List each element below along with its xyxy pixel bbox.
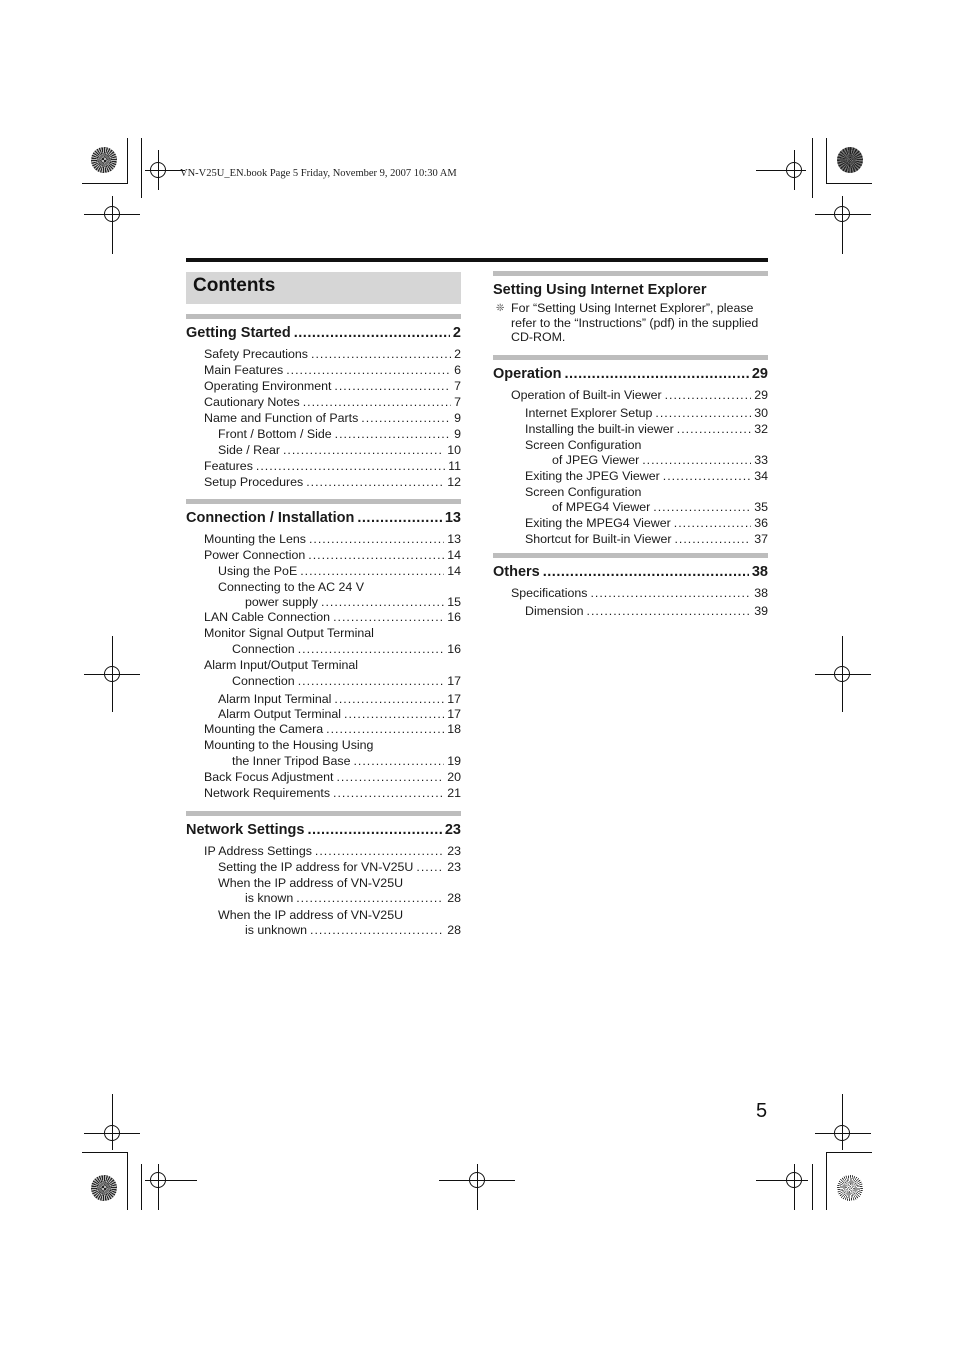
toc-entry[interactable]: Mounting to the Housing Using the Inner Tripod Base ..... 19 <box>186 737 461 769</box>
toc-entry[interactable]: Screen Configuration of JPEG Viewer ..... 33 <box>493 437 768 468</box>
contents-title-box <box>186 272 461 304</box>
toc-entry[interactable]: Network Requirements ..... 21 <box>186 785 461 801</box>
toc-entry[interactable]: Name and Function of Parts ..... 9 <box>186 410 461 426</box>
toc-entry[interactable]: Specifications ..... 38 <box>493 585 768 601</box>
toc-entry[interactable]: Setting the IP address for VN-V25U ..... 23 <box>186 859 461 875</box>
toc-entry[interactable]: Installing the built-in viewer ..... 32 <box>493 421 768 437</box>
toc-entry[interactable]: Dimension ..... 39 <box>493 603 768 619</box>
section-divider <box>186 811 461 816</box>
toc-entry[interactable]: Alarm Input/Output Terminal Connection ..... 17 <box>186 657 461 689</box>
toc-note: ❊ For “Setting Using Internet Explorer”, please refer to the “Instructions” (pdf) in the supplied CD-ROM. <box>496 301 759 344</box>
toc-section-connection-installation <box>186 499 461 801</box>
page-title: Contents <box>193 275 276 296</box>
toc-section-heading[interactable]: Others ..... 38 <box>493 561 768 583</box>
toc-section-heading[interactable]: Connection / Installation ..... 13 <box>186 507 461 529</box>
toc-entry[interactable]: Internet Explorer Setup ..... 30 <box>493 405 768 421</box>
toc-entry[interactable]: Connecting to the AC 24 V power supply ..... 15 <box>186 579 461 609</box>
toc-section-heading[interactable]: Setting Using Internet Explorer <box>493 282 707 298</box>
top-rule <box>186 258 768 262</box>
toc-entry[interactable]: When the IP address of VN-V25U is unknown ..... 28 <box>186 907 461 937</box>
toc-section-others <box>493 553 768 619</box>
toc-entry[interactable]: Cautionary Notes ..... 7 <box>186 394 461 410</box>
section-divider <box>493 553 768 558</box>
toc-section-heading[interactable]: Operation ..... 29 <box>493 363 768 385</box>
toc-entry[interactable]: Setup Procedures ..... 12 <box>186 474 461 490</box>
toc-section-network-settings <box>186 811 461 937</box>
note-mark-icon: ❊ <box>496 303 505 314</box>
toc-entry[interactable]: When the IP address of VN-V25U is known ..... 28 <box>186 875 461 905</box>
toc-entry[interactable]: Alarm Output Terminal ..... 17 <box>186 707 461 721</box>
toc-entry[interactable]: LAN Cable Connection ..... 16 <box>186 609 461 625</box>
section-divider <box>493 271 768 276</box>
section-divider <box>493 355 768 360</box>
toc-entry[interactable]: Features ..... 11 <box>186 458 461 474</box>
toc-section-getting-started <box>186 314 461 490</box>
toc-entry[interactable]: Alarm Input Terminal ..... 17 <box>186 691 461 707</box>
toc-entry[interactable]: Mounting the Lens ..... 13 <box>186 531 461 547</box>
section-divider <box>186 499 461 504</box>
section-divider <box>186 314 461 319</box>
registration-star-icon <box>837 147 863 173</box>
toc-entry[interactable]: Front / Bottom / Side ..... 9 <box>186 426 461 442</box>
toc-entry[interactable]: Mounting the Camera ..... 18 <box>186 721 461 737</box>
toc-section-heading[interactable]: Network Settings ..... 23 <box>186 819 461 841</box>
toc-entry[interactable]: Operating Environment ..... 7 <box>186 378 461 394</box>
toc-entry[interactable]: Safety Precautions ..... 2 <box>186 346 461 362</box>
toc-entry[interactable]: Operation of Built-in Viewer ..... 29 <box>493 387 768 403</box>
toc-section-internet-explorer <box>493 271 768 345</box>
page-number: 5 <box>756 1100 768 1122</box>
toc-entry[interactable]: Side / Rear ..... 10 <box>186 442 461 458</box>
toc-entry[interactable]: Back Focus Adjustment ..... 20 <box>186 769 461 785</box>
registration-star-icon <box>91 1175 117 1201</box>
print-header: VN-V25U_EN.book Page 5 Friday, November 9, 2007 10:30 AM <box>180 168 457 179</box>
toc-entry[interactable]: IP Address Settings ..... 23 <box>186 843 461 859</box>
toc-entry[interactable]: Power Connection ..... 14 <box>186 547 461 563</box>
toc-entry[interactable]: Shortcut for Built-in Viewer ..... 37 <box>493 531 768 547</box>
registration-star-icon <box>91 147 117 173</box>
toc-entry[interactable]: Monitor Signal Output Terminal Connection ..... 16 <box>186 625 461 657</box>
toc-section-heading[interactable]: Getting Started ..... 2 <box>186 322 461 344</box>
toc-entry[interactable]: Exiting the JPEG Viewer ..... 34 <box>493 468 768 484</box>
toc-entry[interactable]: Screen Configuration of MPEG4 Viewer ..... 35 <box>493 484 768 515</box>
toc-entry[interactable]: Exiting the MPEG4 Viewer ..... 36 <box>493 515 768 531</box>
toc-entry[interactable]: Using the PoE ..... 14 <box>186 563 461 579</box>
toc-section-operation <box>493 355 768 547</box>
registration-star-icon <box>837 1175 863 1201</box>
toc-entry[interactable]: Main Features ..... 6 <box>186 362 461 378</box>
